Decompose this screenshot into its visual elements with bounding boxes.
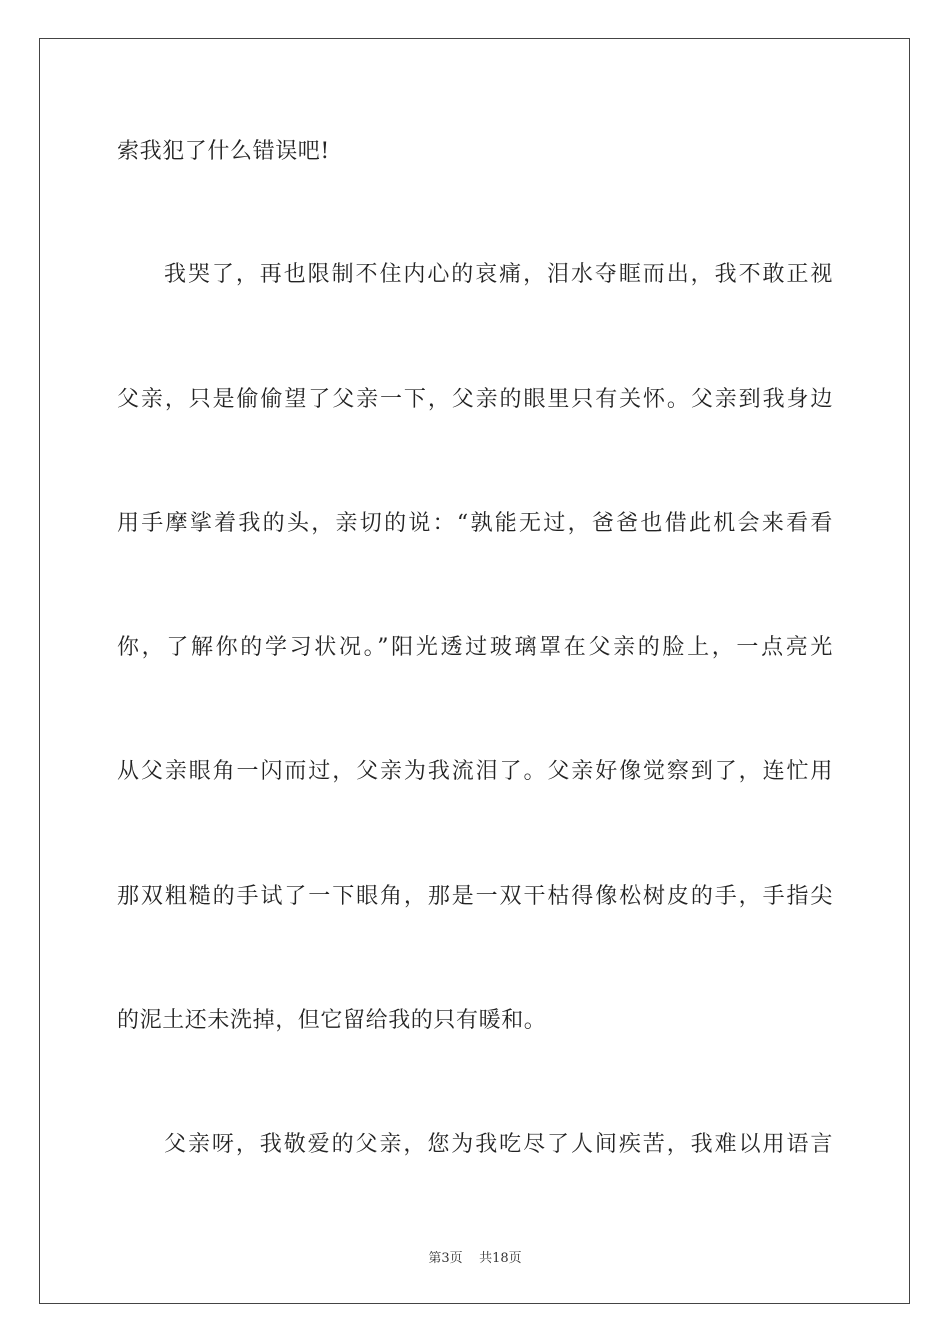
text-line-5: 你，了解你的学习状况。”阳光透过玻璃罩在父亲的脸上，一点亮光 <box>117 635 833 660</box>
text-line-7: 那双粗糙的手试了一下眼角，那是一双干枯得像松树皮的手，手指尖 <box>117 884 833 909</box>
text-line-6: 从父亲眼角一闪而过，父亲为我流泪了。父亲好像觉察到了，连忙用 <box>117 759 833 784</box>
text-line-8: 的泥土还未洗掉，但它留给我的只有暖和。 <box>117 1008 547 1033</box>
page-total: 共18页 <box>479 1251 522 1266</box>
page-number: 第3页 <box>428 1251 463 1266</box>
page-footer <box>0 1247 950 1266</box>
text-line-4: 用手摩挲着我的头，亲切的说：“孰能无过，爸爸也借此机会来看看 <box>117 511 833 536</box>
text-line-3: 父亲，只是偷偷望了父亲一下，父亲的眼里只有关怀。父亲到我身边 <box>117 387 833 412</box>
paragraph-start-line-2: 父亲呀，我敬爱的父亲，您为我吃尽了人间疾苦，我难以用语言 <box>164 1132 833 1157</box>
page-border <box>39 38 910 1304</box>
paragraph-start-line: 我哭了，再也限制不住内心的哀痛，泪水夺眶而出，我不敢正视 <box>164 262 833 287</box>
text-line-1: 索我犯了什么错误吧! <box>117 139 330 164</box>
